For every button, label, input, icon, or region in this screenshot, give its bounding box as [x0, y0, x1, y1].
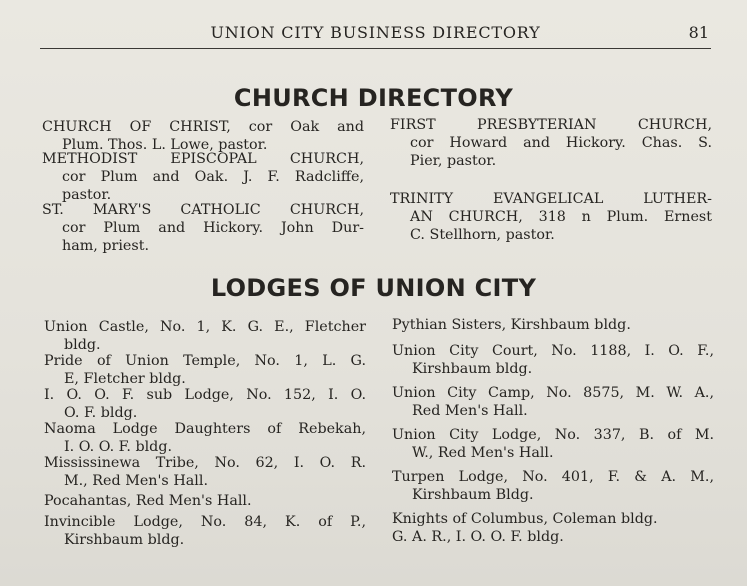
entry-line: TRINITY EVANGELICAL LUTHER- [390, 191, 712, 207]
entry-line: ham, priest. [62, 238, 150, 254]
running-header [40, 20, 711, 49]
entry-line: ST. MARY'S CATHOLIC CHURCH, [42, 202, 364, 218]
entry-line: O. F. bldg. [64, 405, 138, 421]
entry-line: Union City Court, No. 1188, I. O. F., [392, 343, 714, 359]
entry-line: Knights of Columbus, Coleman bldg. [392, 511, 658, 527]
entry-line: C. Stellhorn, pastor. [410, 227, 555, 243]
entry-line: Pier, pastor. [410, 153, 497, 169]
church-entry [42, 150, 364, 204]
entry-line: Mississinewa Tribe, No. 62, I. O. R. [44, 455, 366, 471]
lodge-entry [44, 420, 366, 456]
church-entry [42, 118, 364, 154]
church-entry [390, 116, 712, 170]
church-directory-title: CHURCH DIRECTORY [233, 84, 514, 112]
entry-line: pastor. [62, 187, 112, 203]
lodge-entry [392, 384, 714, 420]
entry-line: bldg. [64, 337, 101, 353]
entry-line: Pride of Union Temple, No. 1, L. G. [44, 353, 366, 369]
entry-line: Pythian Sisters, Kirshbaum bldg. [392, 317, 631, 333]
entry-line: Kirshbaum Bldg. [412, 487, 534, 503]
entry-line: Union Castle, No. 1, K. G. E., Fletcher [44, 319, 366, 335]
lodge-entry [44, 492, 366, 510]
entry-line: Kirshbaum bldg. [412, 361, 533, 377]
church-entry [390, 190, 712, 244]
entry-line: Union City Camp, No. 8575, M. W. A., [392, 385, 714, 401]
church-entry [42, 201, 364, 255]
lodge-entry [44, 352, 366, 388]
entry-line: cor Howard and Hickory. Chas. S. [410, 135, 712, 151]
entry-line: cor Plum and Oak. J. F. Radcliffe, [62, 169, 364, 185]
lodge-entry [392, 316, 714, 334]
lodge-entry [392, 528, 714, 546]
entry-line: I. O. O. F. sub Lodge, No. 152, I. O. [44, 387, 366, 403]
entry-line: AN CHURCH, 318 n Plum. Ernest [410, 209, 712, 225]
lodge-entry [44, 318, 366, 354]
lodge-entry [392, 510, 714, 528]
entry-line: W., Red Men's Hall. [412, 445, 554, 461]
page-number: 81 [688, 23, 709, 42]
lodge-entry [44, 454, 366, 490]
entry-line: Union City Lodge, No. 337, B. of M. [392, 427, 714, 443]
lodge-entry [44, 386, 366, 422]
entry-line: Red Men's Hall. [412, 403, 528, 419]
running-title: UNION CITY BUSINESS DIRECTORY [210, 23, 541, 42]
entry-line: I. O. O. F. bldg. [64, 439, 173, 455]
entry-line: Turpen Lodge, No. 401, F. & A. M., [392, 469, 714, 485]
entry-line: Kirshbaum bldg. [64, 532, 185, 548]
lodge-entry [44, 513, 366, 549]
lodge-entry [392, 342, 714, 378]
entry-line: FIRST PRESBYTERIAN CHURCH, [390, 117, 712, 133]
entry-line: G. A. R., I. O. O. F. bldg. [392, 529, 564, 545]
entry-line: Invincible Lodge, No. 84, K. of P., [44, 514, 366, 530]
lodge-entry [392, 426, 714, 462]
entry-line: M., Red Men's Hall. [64, 473, 208, 489]
entry-line: cor Plum and Hickory. John Dur- [62, 220, 364, 236]
entry-line: E, Fletcher bldg. [64, 371, 186, 387]
lodge-entry [392, 468, 714, 504]
entry-line: CHURCH OF CHRIST, cor Oak and [42, 119, 364, 135]
entry-line: Plum. Thos. L. Lowe, pastor. [62, 137, 268, 153]
lodges-title: LODGES OF UNION CITY [210, 274, 537, 302]
entry-line: METHODIST EPISCOPAL CHURCH, [42, 151, 364, 167]
entry-line: Pocahantas, Red Men's Hall. [44, 493, 252, 509]
entry-line: Naoma Lodge Daughters of Rebekah, [44, 421, 366, 437]
